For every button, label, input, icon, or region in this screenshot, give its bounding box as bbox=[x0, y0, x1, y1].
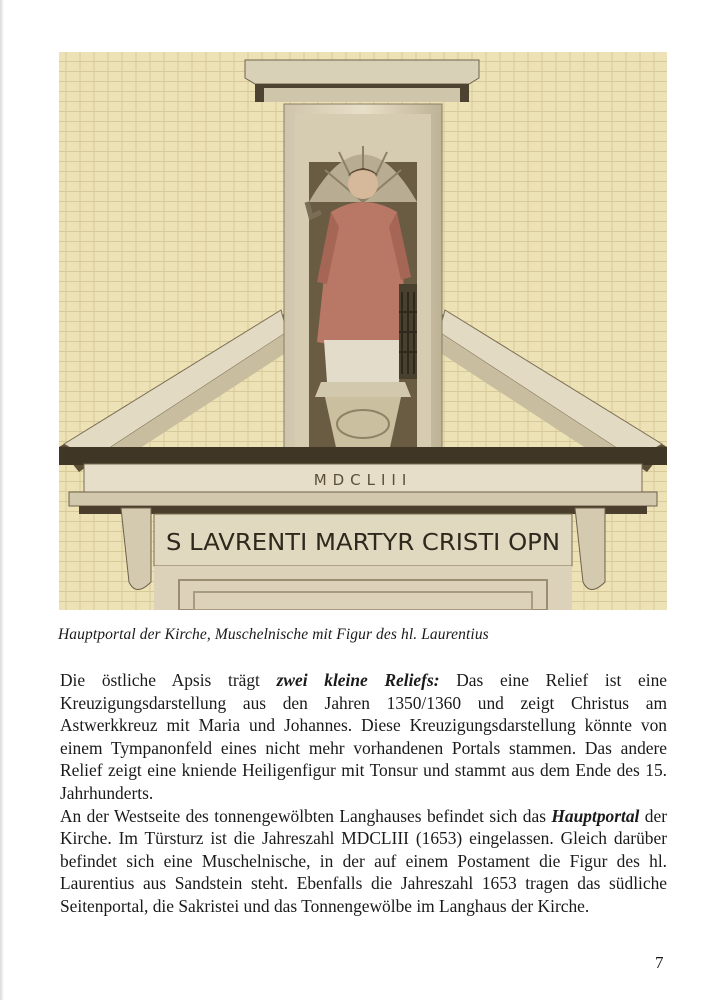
inscription-year: MDCLIII bbox=[313, 471, 413, 489]
photo-caption: Hauptportal der Kirche, Muschelnische mit Figur des hl. Laurentius bbox=[58, 626, 489, 643]
portal-photo bbox=[59, 52, 667, 610]
portal-illustration bbox=[59, 52, 667, 610]
inscription-main: S LAVRENTI MARTYR CRISTI OPN bbox=[166, 530, 560, 556]
body-text bbox=[60, 669, 667, 918]
highlight-hauptportal: Hauptportal bbox=[551, 805, 640, 826]
highlight-reliefs: zwei kleine Reliefs: bbox=[276, 670, 440, 690]
paragraph-hauptportal: An der Westseite des tonnengewölbten Langhauses befindet sich das Hauptportal der Kirche. Im Türsturz ist die Jahreszahl MDCLIII (1653) eingelassen. Gleich darüber befindet sich eine Muschelnische, in der auf einem Postament die Figur des hl. Laurentius aus Sandstein steht. Ebenfalls die Jahreszahl 1653 tragen das südliche Seitenportal, die Sakristei und das Tonnengewölbe im Langhaus der Kirche. bbox=[60, 805, 667, 916]
page-edge bbox=[0, 0, 4, 1000]
paragraph-reliefs: Die östliche Apsis trägt zwei kleine Reliefs: Das eine Relief ist eine Kreuzigungsdarstellung aus den Jahren 1350/1360 und zeigt Christus am Astwerkkreuz mit Maria und Johannes. Diese Kreuzigungsdarstellung könnte von einem Tympanonfeld eines nicht mehr vorhandenen Portals stammen. Das andere Relief zeigt eine kniende Heiligenfigur mit Tonsur und stammt aus dem Ende des 15. Jahrhunderts. bbox=[60, 670, 668, 803]
page-number: 7 bbox=[655, 953, 664, 972]
